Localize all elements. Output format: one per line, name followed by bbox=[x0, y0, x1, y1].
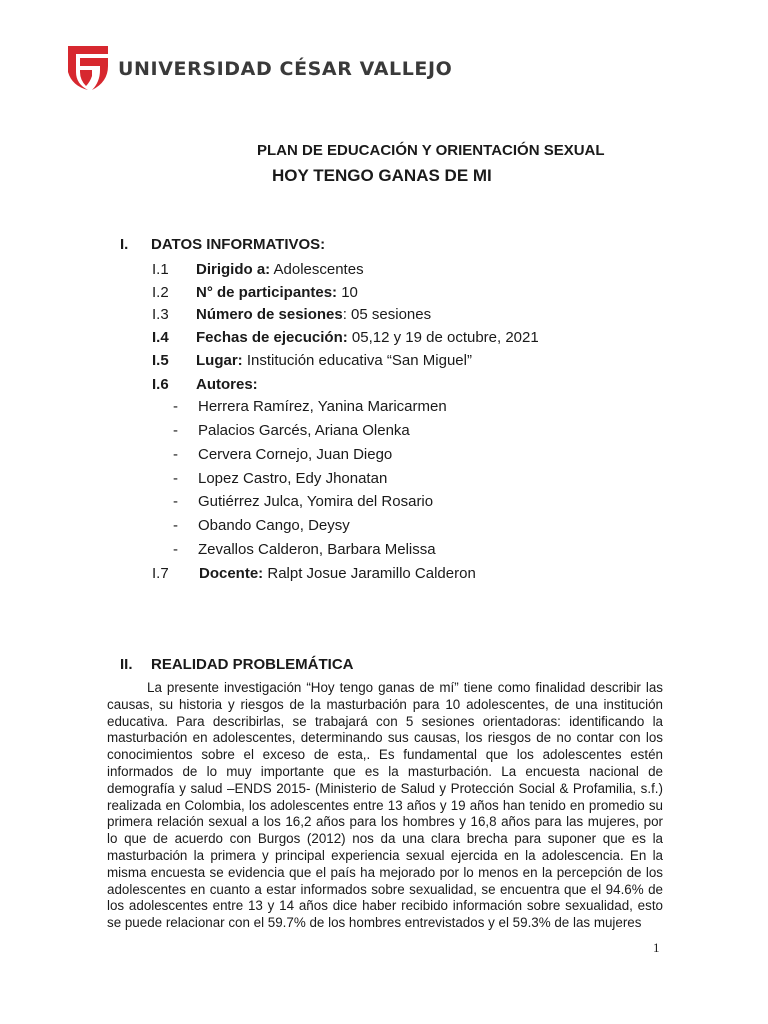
author-name: Zevallos Calderon, Barbara Melissa bbox=[198, 541, 436, 558]
info-label: N° de participantes: bbox=[196, 284, 338, 301]
info-code: I.1 bbox=[152, 261, 169, 278]
info-value: 05,12 y 19 de octubre, 2021 bbox=[347, 329, 539, 346]
info-label: Docente: bbox=[199, 565, 264, 582]
author-name: Cervera Cornejo, Juan Diego bbox=[198, 446, 393, 463]
info-value: Adolescentes bbox=[270, 261, 364, 278]
info-value: Ralpt Josue Jaramillo Calderon bbox=[263, 565, 476, 582]
document-title: PLAN DE EDUCACIÓN Y ORIENTACIÓN SEXUAL bbox=[257, 142, 605, 159]
body-paragraph bbox=[107, 680, 663, 932]
info-label: Dirigido a: bbox=[196, 261, 271, 278]
author-name: Herrera Ramírez, Yanina Maricarmen bbox=[198, 398, 447, 415]
shield-logo-icon bbox=[66, 42, 110, 94]
author-name: Obando Cango, Deysy bbox=[198, 517, 350, 534]
info-value: Institución educativa “San Miguel” bbox=[242, 352, 472, 369]
section-number: II. bbox=[120, 656, 133, 673]
document-subtitle: HOY TENGO GANAS DE MI bbox=[272, 166, 492, 185]
paragraph-text: La presente investigación “Hoy tengo ganas de mí” tiene como finalidad describir las causas, su historia y riesgos de la masturbación para 10 adolescentes, de una institución educativa. Para describirlas, se trabajará con 5 sesiones orientadoras: identificando la masturbación en adolescentes, determinando sus causas, los riesgos de no contar con los conocimientos sobre el exceso de esta,. Es fundamental que los adolescentes estén informados de lo muy importante que es la masturbación. La encuesta nacional de demografía y salud –ENDS 2015- (Ministerio de Salud y Protección Social & Profamilia, s.f.) realizada en Colombia, los adolescentes entre 13 años y 19 años han tenido en promedio su primera relación sexual a los 16,2 años para los hombres y 16,8 años para las mujeres, por lo que de acuerdo con Burgos (2012) nos da una clara brecha para suponer que es la masturbación la primera y principal experiencia sexual ejercida en la adolescencia. En la misma encuesta se evidencia que el país ha mejorado por lo menos en la percepción de los adolescentes en cuanto a estar informados sobre sexualidad, se encuentra que el 94.6% de los adolescentes entre 13 y 14 años dice haber recibido información sobre sexualidad, esto se puede relacionar con el 59.7% de los hombres entrevistados y el 59.3% de las mujeres bbox=[107, 680, 663, 931]
info-code: I.7 bbox=[152, 565, 169, 582]
info-code: I.4 bbox=[152, 329, 169, 346]
info-label: Fechas de ejecución: bbox=[196, 329, 348, 346]
info-value: : 05 sesiones bbox=[342, 306, 432, 323]
info-label: Autores: bbox=[196, 376, 258, 393]
author-name: Gutiérrez Julca, Yomira del Rosario bbox=[198, 493, 434, 510]
section-title: REALIDAD PROBLEMÁTICA bbox=[151, 656, 354, 673]
author-name: Lopez Castro, Edy Jhonatan bbox=[198, 470, 388, 487]
info-code: I.5 bbox=[152, 352, 169, 369]
info-label: Número de sesiones bbox=[196, 306, 343, 323]
university-name: UNIVERSIDAD CÉSAR VALLEJO bbox=[118, 58, 453, 80]
page-number: 1 bbox=[653, 940, 660, 955]
section-title: DATOS INFORMATIVOS: bbox=[151, 236, 326, 253]
info-code: I.3 bbox=[152, 306, 169, 323]
info-code: I.6 bbox=[152, 376, 169, 393]
section-number: I. bbox=[120, 236, 129, 253]
university-logo bbox=[66, 42, 110, 94]
info-code: I.2 bbox=[152, 284, 169, 301]
info-label: Lugar: bbox=[196, 352, 243, 369]
info-value: 10 bbox=[337, 284, 358, 301]
author-name: Palacios Garcés, Ariana Olenka bbox=[198, 422, 410, 439]
